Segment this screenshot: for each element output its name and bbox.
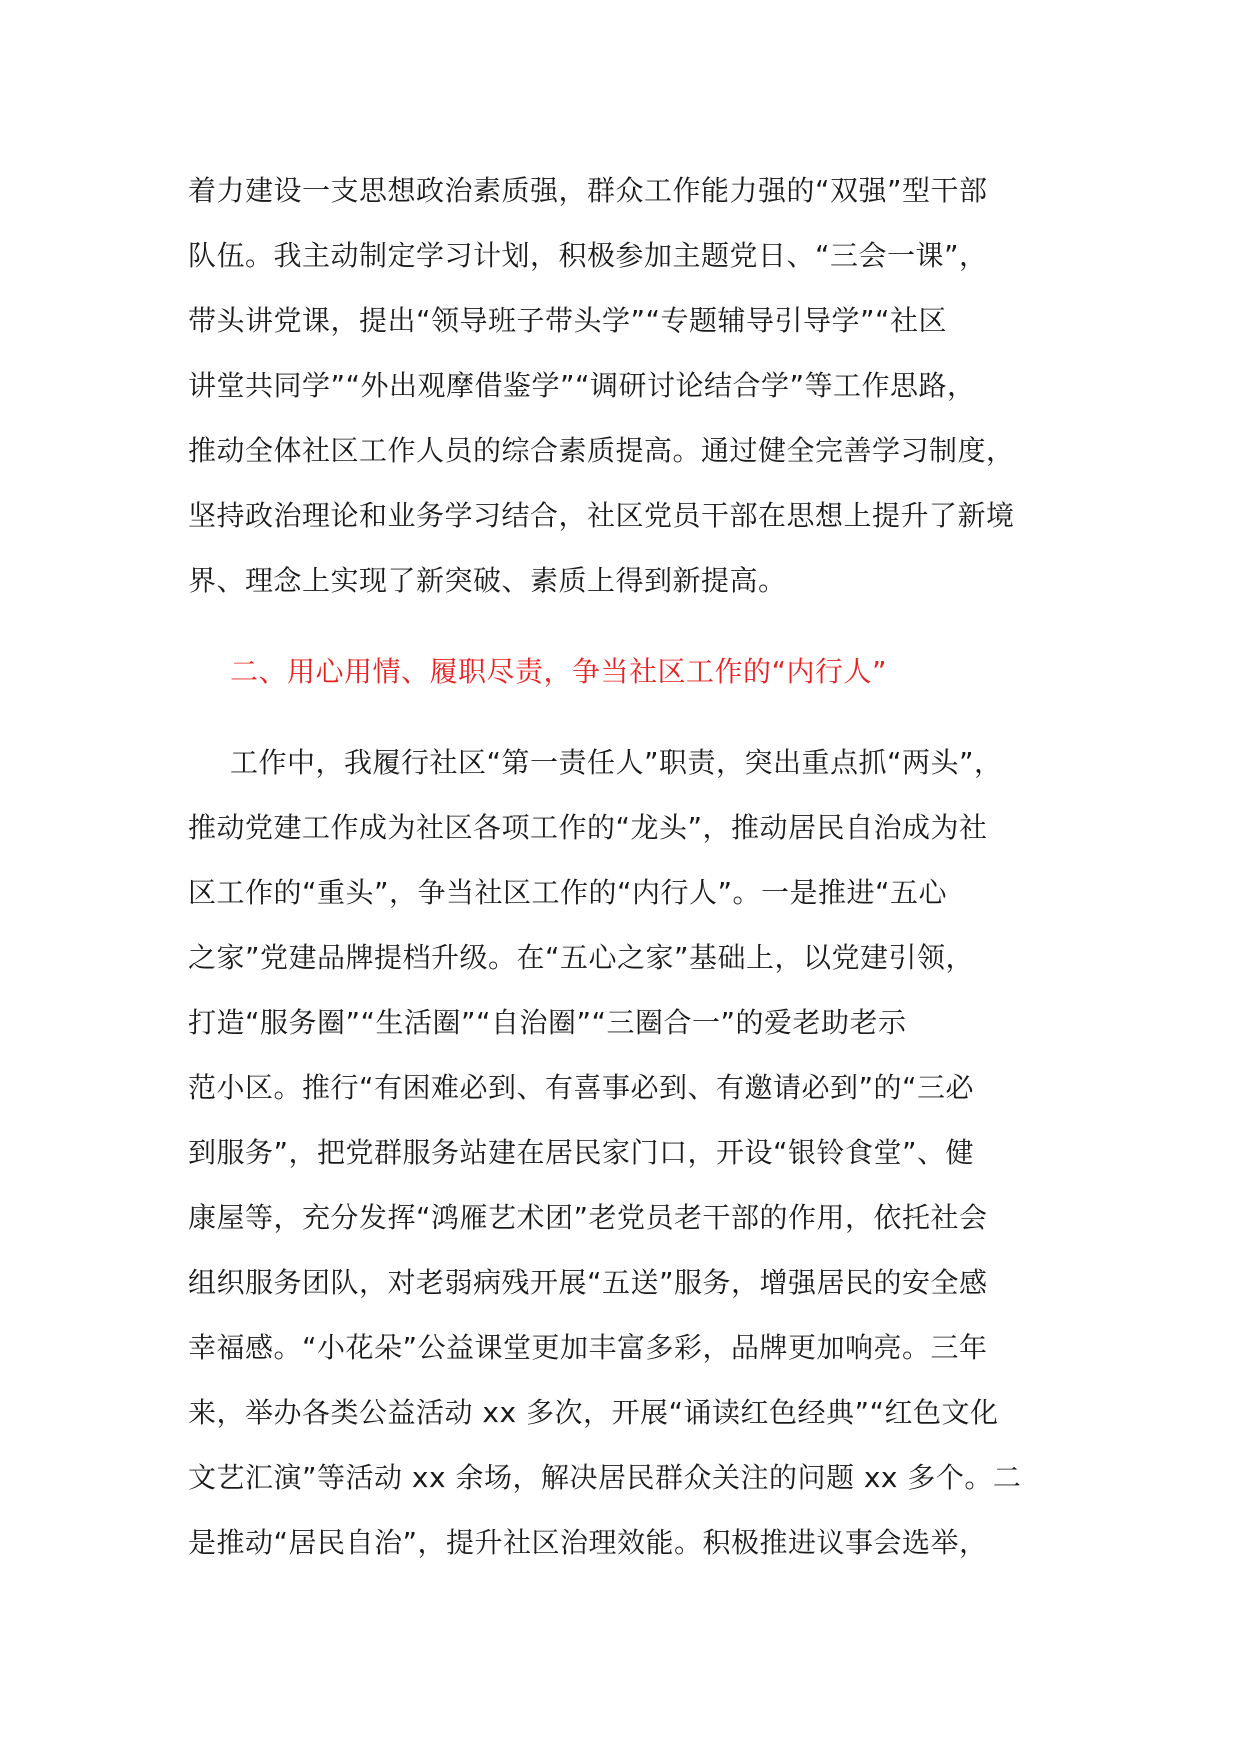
text-line: 范小区。推行“有困难必到、有喜事必到、有邀请必到”的“三必 xyxy=(188,1071,975,1104)
text-line: 打造“服务圈”“生活圈”“自治圈”“三圈合一”的爱老助老示 xyxy=(188,1006,907,1039)
text-line: 组织服务团队，对老弱病残开展“五送”服务，增强居民的安全感 xyxy=(188,1266,988,1299)
text-line: 讲堂共同学”“外出观摩借鉴学”“调研讨论结合学”等工作思路， xyxy=(188,369,976,402)
document-body xyxy=(188,170,1068,1587)
text-line: 推动全体社区工作人员的综合素质提高。通过健全完善学习制度， xyxy=(188,434,1015,467)
text-line: 康屋等，充分发挥“鸿雁艺术团”老党员老干部的作用，依托社会 xyxy=(188,1201,988,1234)
paragraph-2 xyxy=(188,742,1068,1587)
text-line: 到服务”，把党群服务站建在居民家门口，开设“银铃食堂”、健 xyxy=(188,1136,975,1169)
text-line: 坚持政治理论和业务学习结合，社区党员干部在思想上提升了新境 xyxy=(188,499,1015,532)
text-line: 工作中，我履行社区“第一责任人”职责，突出重点抓“两头”， xyxy=(230,746,1003,779)
paragraph-1 xyxy=(188,170,1068,625)
section-heading: 二、用心用情、履职尽责，争当社区工作的“内行人” xyxy=(230,655,888,688)
text-line: 是推动“居民自治”，提升社区治理效能。积极推进议事会选举， xyxy=(188,1526,988,1559)
text-line: 带头讲党课，提出“领导班子带头学”“专题辅导引导学”“社区 xyxy=(188,304,948,337)
text-line: 推动党建工作成为社区各项工作的“龙头”，推动居民自治成为社 xyxy=(188,811,988,844)
text-line: 队伍。我主动制定学习计划，积极参加主题党日、“三会一课”， xyxy=(188,239,988,272)
text-line: 区工作的“重头”，争当社区工作的“内行人”。一是推进“五心 xyxy=(188,876,948,909)
text-line: 之家”党建品牌提档升级。在“五心之家”基础上，以党建引领， xyxy=(188,941,975,974)
text-line: 文艺汇演”等活动 xx 余场，解决居民群众关注的问题 xx 多个。二 xyxy=(188,1461,1022,1494)
text-line: 来，举办各类公益活动 xx 多次，开展“诵读红色经典”“红色文化 xyxy=(188,1396,999,1429)
text-line: 着力建设一支思想政治素质强，群众工作能力强的“双强”型干部 xyxy=(188,174,988,207)
text-line: 幸福感。“小花朵”公益课堂更加丰富多彩，品牌更加响亮。三年 xyxy=(188,1331,988,1364)
text-line: 界、理念上实现了新突破、素质上得到新提高。 xyxy=(188,564,787,597)
